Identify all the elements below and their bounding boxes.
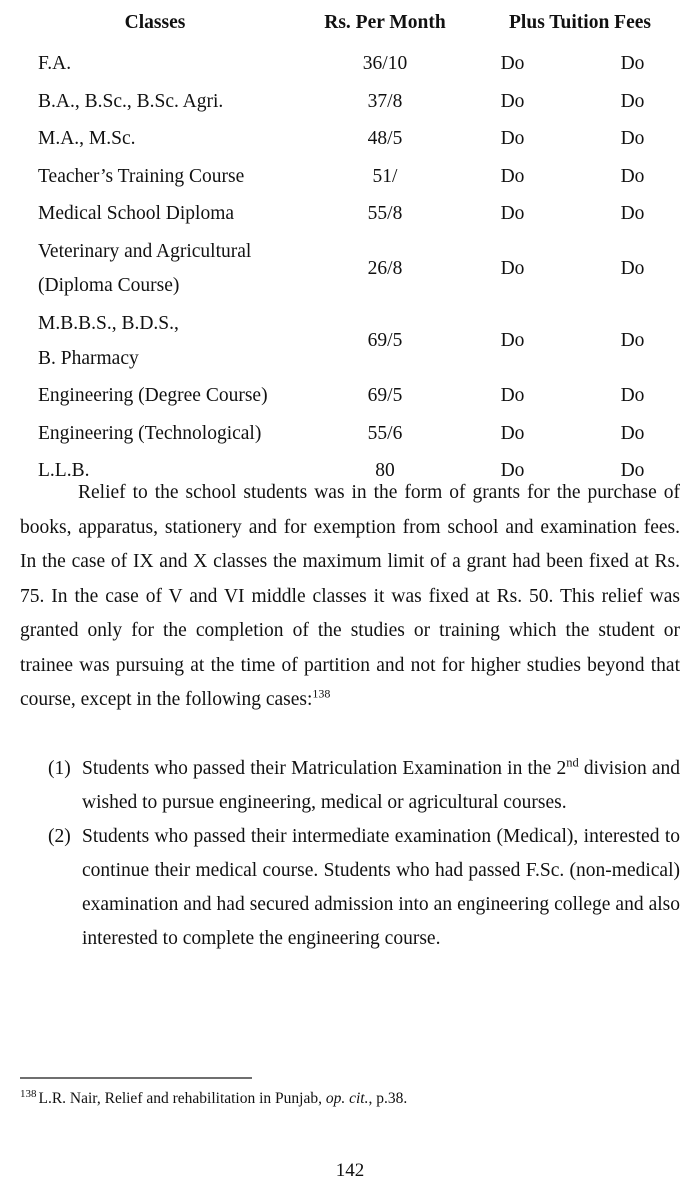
ordinal-suffix: nd xyxy=(566,755,579,770)
cell-tuition-do: Do xyxy=(500,128,525,150)
cell-tuition-do: Do xyxy=(500,53,525,74)
cell-class xyxy=(0,305,310,377)
cell-fees-do: Do xyxy=(620,128,645,150)
cell-tuition-do: Do xyxy=(500,330,525,352)
fee-table xyxy=(0,12,700,490)
table-row xyxy=(0,305,700,377)
cell-tuition-do: Do xyxy=(500,422,525,444)
list-item-text-part1: Students who passed their intermediate examination (Medical), interested to continue their medical course. Students who had passed F.Sc. (non-medical) examination and had secured admission into an engineering college and also interested to complete the engineering course. xyxy=(82,826,680,949)
class-line: Teacher’s Training Course xyxy=(38,165,245,187)
cell-rate: 55/8 xyxy=(367,203,403,225)
table-row xyxy=(0,195,700,233)
table-header-row xyxy=(0,12,700,45)
footnote-reference-138: 138 xyxy=(312,686,331,701)
cell-fees-do: Do xyxy=(620,53,645,74)
list-marker: (1) xyxy=(48,758,71,779)
cell-fees-do: Do xyxy=(620,203,645,225)
footnote-area xyxy=(20,1077,680,1110)
cell-rate: 26/8 xyxy=(367,258,403,280)
footnote-text-before: L.R. Nair, Relief and rehabilitation in Punjab, xyxy=(38,1090,326,1107)
table-row xyxy=(0,158,700,196)
table-row xyxy=(0,83,700,121)
cell-class xyxy=(0,195,310,233)
cell-class xyxy=(0,377,310,415)
class-line: Engineering (Degree Course) xyxy=(38,385,268,407)
cell-tuition-do: Do xyxy=(500,203,525,225)
table-row xyxy=(0,377,700,415)
list-marker: (2) xyxy=(48,826,71,847)
cell-rate: 55/6 xyxy=(367,422,403,444)
class-line: Engineering (Technological) xyxy=(38,422,262,444)
page-number: 142 xyxy=(335,1160,365,1181)
cell-fees-do: Do xyxy=(620,90,645,112)
table-row xyxy=(0,45,700,83)
footnote-number: 138 xyxy=(20,1087,37,1100)
ordinal-number: 2 xyxy=(556,758,567,779)
cell-fees-do: Do xyxy=(620,258,645,280)
cell-rate: 36/10 xyxy=(362,53,408,74)
class-line: F.A. xyxy=(38,53,72,74)
table-row xyxy=(0,233,700,305)
class-line: B.A., B.Sc., B.Sc. Agri. xyxy=(38,90,224,112)
cell-class xyxy=(0,45,310,83)
cell-tuition-do: Do xyxy=(500,165,525,187)
cell-class xyxy=(0,83,310,121)
cell-class xyxy=(0,120,310,158)
paragraph-text: Relief to the school students was in the form of grants for the purchase of books, apparatus, stationery and for exemption from school and examination fees. In the case of IX and X classes the maximum limit of a grant had been fixed at Rs. 75. In the case of V and VI middle classes it was fixed at Rs. 50. This relief was granted only for the completion of the studies or training which the student or trainee was pursuing at the time of partition and not for higher studies beyond that course, except in the following cases: xyxy=(20,482,680,710)
table-body xyxy=(0,45,700,490)
cell-rate: 51/ xyxy=(372,165,398,187)
cell-class xyxy=(0,415,310,453)
class-line: M.B.B.S., B.D.S., xyxy=(38,313,179,335)
table-row xyxy=(0,415,700,453)
class-line: Veterinary and Agricultural xyxy=(38,240,252,262)
class-line-continued: B. Pharmacy xyxy=(38,347,139,369)
cell-fees-do: Do xyxy=(620,422,645,444)
cell-fees-do: Do xyxy=(620,385,645,407)
body-text-block xyxy=(20,476,680,718)
class-line: Medical School Diploma xyxy=(38,203,235,225)
cell-rate: 80 xyxy=(375,460,395,482)
column-header-plus-tuition-fees: Plus Tuition Fees xyxy=(509,12,651,33)
column-header-rate: Rs. Per Month xyxy=(324,12,446,33)
column-header-classes: Classes xyxy=(124,12,186,33)
cell-tuition-do: Do xyxy=(500,258,525,280)
list-item xyxy=(20,820,680,956)
list-item xyxy=(20,752,680,820)
cell-rate: 69/5 xyxy=(367,385,403,407)
cell-fees-do: Do xyxy=(620,165,645,187)
cell-tuition-do: Do xyxy=(500,90,525,112)
list-item-text-part1: Students who passed their Matriculation Examination in the xyxy=(82,758,557,779)
cases-list xyxy=(20,752,680,956)
footnote-entry xyxy=(20,1087,680,1110)
cell-class xyxy=(0,233,310,305)
cell-tuition-do: Do xyxy=(500,460,525,482)
cell-rate: 37/8 xyxy=(367,90,403,112)
footnote-separator-rule xyxy=(20,1077,252,1079)
paragraph-relief xyxy=(20,476,680,718)
footnote-opcit: op. cit. xyxy=(325,1090,369,1107)
cell-fees-do: Do xyxy=(620,460,645,482)
table-header xyxy=(0,12,700,45)
cell-rate: 48/5 xyxy=(367,128,403,150)
cell-class xyxy=(0,158,310,196)
class-line: L.L.B. xyxy=(38,460,90,482)
footnote-text-after: , p.38. xyxy=(368,1090,408,1107)
cell-tuition-do: Do xyxy=(500,385,525,407)
class-line: M.A., M.Sc. xyxy=(38,128,136,150)
cell-rate: 69/5 xyxy=(367,330,403,352)
table-row xyxy=(0,120,700,158)
class-line-continued: (Diploma Course) xyxy=(38,275,180,297)
cell-fees-do: Do xyxy=(620,330,645,352)
list-item-text-part2: division and wished to pursue engineering, medical or agricultural courses. xyxy=(82,758,680,813)
